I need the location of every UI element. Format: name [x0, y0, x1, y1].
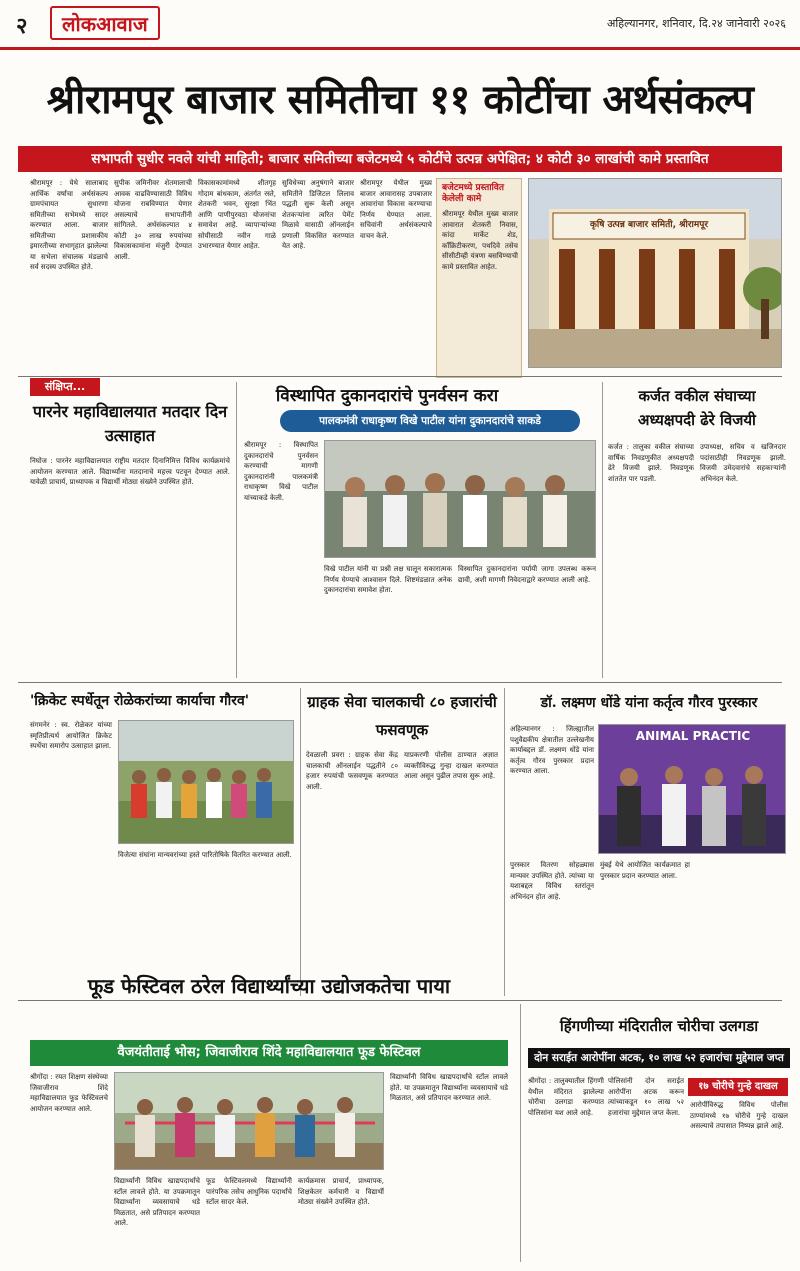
hingani-headline: हिंगणीच्या मंदिरातील चोरीचा उलगडा	[559, 1017, 759, 1035]
market-building-photo	[528, 178, 782, 368]
food-text-3: फूड फेस्टिवलमध्ये विद्यार्थ्यांनी पारंपरिक तसेच आधुनिक पदार्थांचे स्टॉल सादर केले.	[206, 1177, 292, 1206]
vistapit-pill: पालकमंत्री राधाकृष्ण विखे पाटील यांना दुकानदारांचे साकडे	[280, 410, 580, 432]
hingani-text-1: श्रीगोंदा : तालुक्यातील हिंगणी येथील मंदिरात झालेल्या चोरीचा उलगडा करण्यात पोलिसांना यश आले आहे.	[528, 1077, 604, 1117]
karjat-headline: कर्जत वकील संघाच्या अध्यक्षपदी ढेरे विजयी	[638, 387, 756, 429]
cricket-text-1: संगमनेर : स्व. रोळेकर यांच्या स्मृतिप्रीत्यर्थ आयोजित क्रिकेट स्पर्धेचा समारोप उत्साहात झाला.	[30, 721, 112, 750]
parner-text: निघोज : पारनेर महाविद्यालयात राष्ट्रीय मतदार दिनानिमित्त विविध कार्यक्रमांचे आयोजन करण्यात आले. विद्यार्थ्यांना मतदानाचे महत्त्व पटवून देण्यात आले. यावेळी प्राचार्य, प्राध्यापक व विद्यार्थी मोठ्या संख्येने उपस्थित होते.	[30, 457, 230, 486]
grahak-text-2: याप्रकरणी पोलीस ठाण्यात अज्ञात व्यक्तीविरुद्ध गुन्हा दाखल करण्यात आला असून पुढील तपास सुरू आहे.	[404, 751, 498, 780]
hingani-text-2: पोलिसांनी दोन सराईत आरोपींना अटक करून त्यांच्याकडून १० लाख ५२ हजारांचा मुद्देमाल जप्त केला.	[608, 1077, 684, 1117]
award-backdrop-text: ANIMAL PRACTIC	[635, 729, 751, 743]
lead-column-5: श्रीरामपूर येथील मुख्य बाजार आवारासह उपबाजार आवारांचा विकास करण्याचा निर्णय घेण्यात आला. सचिवांनी अर्थसंकल्पाचे वाचन केले.	[360, 179, 432, 240]
vistapit-text-2: विखे पाटील यांनी या प्रश्नी लक्ष घालून सकारात्मक निर्णय घेण्याचे आश्वासन दिले. शिष्टमंडळात अनेक दुकानदारांचा समावेश होता.	[324, 565, 452, 594]
karjat-text-1: कर्जत : तालुका वकील संघाच्या वार्षिक निवडणुकीत अध्यक्षपदी ढेरे विजयी झाले. निवडणूक शांततेत पार पडली.	[608, 443, 694, 483]
masthead	[0, 0, 800, 50]
sidebar-box	[436, 178, 522, 378]
column-rule	[236, 382, 237, 678]
divider	[18, 376, 782, 377]
lead-column-1: श्रीरामपूर : येथे सालाबाद आर्थिक वर्षाचा अर्थसंकल्प ग्रामपंचायत सुधारणा समितीच्या सभेमध्ये सादर करण्यात आला. बाजार समितीच्या प्रशासकीय इमारतीच्या सभागृहात झालेल्या या सभेला संचालक मंडळाचे सर्व सदस्य उपस्थित होते.	[30, 179, 108, 271]
newspaper-logo: लोकआवाज	[50, 6, 160, 40]
sankshipta-tag: संक्षिप्त...	[30, 378, 100, 396]
cricket-text-2: विजेत्या संघांना मान्यवरांच्या हस्ते पारितोषिके वितरित करण्यात आली.	[118, 851, 292, 859]
vistapit-text-3: विस्थापित दुकानदारांना पर्यायी जागा उपलब्ध करून द्यावी, अशी मागणी निवेदनाद्वारे करण्यात आली आहे.	[458, 565, 596, 584]
column-rule	[520, 1004, 521, 1262]
lead-headline: श्रीरामपूर बाजार समितीचा ११ कोटींचा अर्थसंकल्प	[46, 76, 754, 123]
vistapit-group-photo	[324, 440, 596, 558]
vistapit-text-1: श्रीरामपूर : विस्थापित दुकानदारांचे पुनर्वसन करण्याची मागणी दुकानदारांनी पालकमंत्री राधाकृष्ण विखे पाटील यांच्याकडे केली.	[244, 441, 318, 502]
food-festival-photo	[114, 1072, 384, 1170]
crime-count-tag: १७ चोरीचे गुन्हे दाखल	[688, 1078, 788, 1096]
lead-column-4: सुविधेच्या अनुषंगाने बाजार समितीने डिजिटल लिलाव पद्धती सुरू केली असून शेतकऱ्यांना त्वरित पेमेंट मिळावे यासाठी ऑनलाईन प्रणाली विकसित करण्यात येत आहे.	[282, 179, 354, 250]
dhonde-text-3: मुंबई येथे आयोजित कार्यक्रमात हा पुरस्कार प्रदान करण्यात आला.	[600, 861, 690, 880]
parner-headline: पारनेर महाविद्यालयात मतदार दिन उत्साहात	[32, 402, 228, 445]
column-rule	[300, 688, 301, 996]
dhonde-text-1: अहिल्यानगर : जिल्ह्यातील पशुवैद्यकीय क्षेत्रातील उल्लेखनीय कार्याबद्दल डॉ. लक्ष्मण धोंडे यांना कर्तृत्व गौरव पुरस्कार प्रदान करण्यात आला.	[510, 725, 594, 775]
sidebar-text: श्रीरामपूर येथील मुख्य बाजार आवारात शेतकरी निवास, कांदा मार्केट शेड, कॉंक्रिटीकरण, पथदिवे तसेच सीसीटीव्ही यंत्रणा बसविण्याची कामे प्रस्तावित आहेत.	[442, 210, 518, 271]
food-headline: फूड फेस्टिवल ठरेल विद्यार्थ्यांच्या उद्योजकतेचा पाया	[87, 974, 451, 998]
karjat-text-2: उपाध्यक्ष, सचिव व खजिनदार पदांसाठीही निवडणूक झाली. विजयी उमेदवारांचे सहकाऱ्यांनी अभिनंदन केले.	[700, 443, 786, 483]
dateline: अहिल्यानगर, शनिवार, दि.२४ जानेवारी २०२६	[607, 17, 786, 30]
column-rule	[602, 382, 603, 678]
lead-subhead: सभापती सुधीर नवले यांची माहिती; बाजार समितीच्या बजेटमध्ये ५ कोटींचे उत्पन्न अपेक्षित; ४ कोटी ३० लाखांची कामे प्रस्तावित	[18, 146, 782, 172]
food-text-1: श्रीगोंदा : रयत शिक्षण संस्थेच्या जिवाजीराव शिंदे महाविद्यालयात फूड फेस्टिवलचे आयोजन करण्यात आले.	[30, 1073, 108, 1113]
lead-column-2: सुपीक जमिनीवर शेतमालाची आवक वाढविण्यासाठी विविध योजना राबविण्यात येणार असल्याचे सभापतींनी सांगितले. अर्थसंकल्पात ४ कोटी ३० लाख रुपयांच्या विकासकामांना मंजुरी देण्यात आली.	[114, 179, 192, 261]
lead-column-3: विकासकामांमध्ये शीतगृह गोदाम बांधकाम, अंतर्गत रस्ते, शेतकरी भवन, सुरक्षा भिंत आणि पाणीपुरवठा योजनांचा समावेश आहे. व्यापाऱ्यांच्या सोयीसाठी नवीन गाळे उभारण्यात येणार आहेत.	[198, 179, 276, 250]
vistapit-headline: विस्थापित दुकानदारांचे पुनर्वसन करा	[275, 386, 499, 406]
award-ceremony-photo	[598, 724, 786, 854]
divider	[18, 682, 782, 683]
food-subhead: वैजयंतीताई भोस; जिवाजीराव शिंदे महाविद्यालयात फूड फेस्टिवल	[30, 1040, 508, 1066]
grahak-headline: ग्राहक सेवा चालकाची ८० हजारांची फसवणूक	[307, 693, 497, 739]
food-text-2: विद्यार्थ्यांनी विविध खाद्यपदार्थांचे स्टॉल लावले होते. या उपक्रमातून विद्यार्थ्यांना व्यवसायाचे धडे मिळतात, असे प्रतिपादन करण्यात आले.	[114, 1177, 200, 1227]
food-text-4: कार्यक्रमास प्राचार्य, प्राध्यापक, शिक्षकेतर कर्मचारी व विद्यार्थी मोठ्या संख्येने उपस्थित होते.	[298, 1177, 384, 1206]
grahak-text-1: देवळाली प्रवरा : ग्राहक सेवा केंद्र चालकाची ऑनलाईन पद्धतीने ८० हजार रुपयांची फसवणूक करण्यात आली.	[306, 751, 398, 791]
page-number: २	[16, 14, 28, 39]
cricket-group-photo	[118, 720, 294, 844]
market-banner-text: कृषि उत्पन्न बाजार समिती, श्रीरामपूर	[589, 220, 709, 230]
sidebar-title: बजेटमध्ये प्रस्तावित केलेली कामे	[442, 183, 505, 204]
food-text-5: विद्यार्थ्यांनी विविध खाद्यपदार्थांचे स्टॉल लावले होते. या उपक्रमातून विद्यार्थ्यांना व्यवसायाचे धडे मिळतात, असे प्रतिपादन करण्यात आले.	[390, 1073, 508, 1102]
column-rule	[504, 688, 505, 996]
dhonde-text-2: पुरस्कार वितरण सोहळ्यास मान्यवर उपस्थित होते. त्यांच्या या यशाबद्दल विविध स्तरांतून अभिनंदन होत आहे.	[510, 861, 594, 901]
hingani-text-3: आरोपींविरुद्ध विविध पोलीस ठाण्यांमध्ये १७ चोरीचे गुन्हे दाखल असल्याचे तपासात निष्पन्न झाले आहे.	[690, 1101, 788, 1130]
dhonde-headline: डॉ. लक्ष्मण धोंडे यांना कर्तृत्व गौरव पुरस्कार	[540, 695, 758, 711]
hingani-subhead: दोन सराईत आरोपींना अटक, १० लाख ५२ हजारांचा मुद्देमाल जप्त	[528, 1048, 790, 1068]
cricket-headline: 'क्रिकेट स्पर्धेतून रोळेकरांच्या कार्याचा गौरव'	[30, 693, 250, 709]
